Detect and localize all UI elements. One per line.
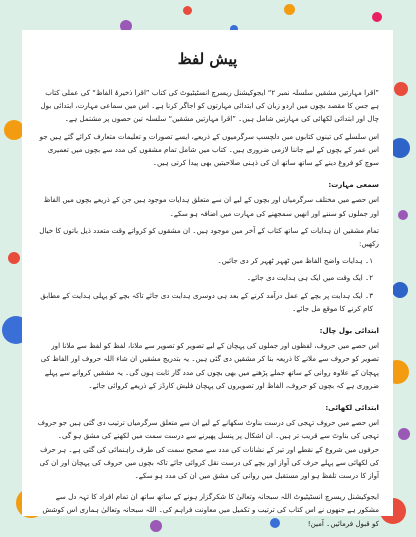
section-heading-speaking: ابتدائی بول چال: (319, 326, 379, 336)
decor-dot (8, 252, 20, 264)
decor-dot (390, 138, 410, 158)
decor-dot (398, 210, 408, 220)
section-heading-writing: ابتدائی لکھائی: (325, 403, 379, 413)
page-title: پیش لفظ (177, 50, 238, 68)
decor-dot (398, 428, 410, 440)
intro-paragraph: اس سلسلے کی تینوں کتابوں میں دلچسپ سرگرمیوں کے ذریعے، ایسے تصورات و تعلیمات متعارف کرائے گئے ہیں جو اس عمر کے بچوں کے لیے جاننا لازمی ضروری ہیں۔ کتاب میں شامل تمام مشقوں کی مدد سے بچوں میں تعمیری سوچ کو فروغ دینے کے ساتھ ساتھ ان کی ذہنی صلاحیتیں بھی پیدا کرتی ہیں۔ (39, 131, 379, 168)
decor-dot (284, 4, 295, 15)
list-item: ۳۔ ایک ہدایت پر بچے کے عمل درآمد کرنے کے بعد ہی دوسری ہدایت دی جائے تاکہ بچے کو پہلی ہدایت کے مطابق کام کرنے کا موقع مل جائے۔ (40, 290, 373, 313)
intro-paragraph: ”اقرا مہارتیں مشقیں سلسلہ نمبر ۲“ ایجوکیشنل ریسرچ انسٹیٹیوٹ کی کتاب ”اقرا ذخیرۂ الفاظ“ کی عملی کتاب ہے جس کا مقصد بچوں میں اردو زبان کی ابتدائی مہارتوں کو اجاگر کرنا ہے۔ اس میں سماعی مہارت، ابتدائی بول چال اور ابتدائی لکھائی کی مہارتیں شامل ہیں۔ ”اقرا مہارتیں مشقیں“ سلسلہ تین حصوں پر مشتمل ہے۔ (40, 88, 379, 124)
decor-dot (394, 82, 408, 96)
decor-dot (183, 6, 192, 15)
section-paragraph: اس حصے میں حروف، لفظوں اور جملوں کی پہچان کے لیے تصویر کو تصویر سے ملانا، لفظ کو لفظ سے ملانا اور تصویر کو حروف سے ملانے کا ذریعہ بنا کر مشقیں دی گئی ہیں۔ یہ بتدریج مشقیں ان شاء اللہ حروف اور الفاظ کی پہچان کے علاوہ روانی کے ساتھ جملے پڑھنے میں بھی بچوں کی مدد گار ثابت ہوں گی۔ یہ مشقیں کروانے سے پہلے ضروری ہے کہ بچوں کو حروف، الفاظ اور تصویروں کی پہچان فلیش کارڈز کے ذریعے کروائی جائے۔ (40, 341, 379, 390)
list-item: ۲۔ ایک وقت میں ایک ہی ہدایت دی جائے۔ (246, 273, 373, 283)
section-paragraph: تمام مشقیں ان ہدایات کے ساتھ کتاب کے آخر میں موجود ہیں۔ ان مشقوں کو کرواتے وقت متعدد ذیل باتوں کا خیال رکھیں: (39, 225, 379, 249)
section-paragraph: اس حصے میں مختلف سرگرمیاں اور بچوں کے لیے ان سے متعلق ہدایات موجود ہیں جن کے ذریعے بچوں میں الفاظ اور جملوں کو سننے اور انھیں سمجھنے کی مہارت میں اضافہ ہو سکے۔ (43, 195, 379, 218)
closing-paragraph: ایجوکیشنل ریسرچ انسٹیٹیوٹ اللہ سبحانہ وتعالیٰ کا شکرگزار ہونے کے ساتھ ساتھ ان تمام افراد کا تہہ دل سے مشکور ہے جنھوں نے اس کتاب کی ترتیب و تکمیل میں معاونت فراہم کی۔ اللہ سبحانہ وتعالیٰ ہماری اس کوشش کو قبول فرمائیں۔ آمین! (42, 492, 379, 528)
list-item: ۱۔ ہدایات واضح الفاظ میں ٹھہر ٹھہر کر دی جائیں۔ (217, 256, 373, 266)
section-paragraph: اس حصے میں حروف تہجی کی درست بناوٹ سکھانے کے لیے ان سے متعلق سرگرمیاں ترتیب دی گئی ہیں جو حروف تہجی کی بناوٹ سے قریب تر ہیں۔ ان اشکال پر پنسل پھیرنے سے درست سمت میں لکھنے کی مشق ہو گی۔ حرفوں میں شروع کے نقطے اور تیر کے نشانات کی مدد سے صحیح سمت کی طرف راہنمائی کی گئی ہے۔ ہر حرف کی لکھائی سے پہلے حرف کی آواز اور بچے کی درست نقل کروائی جائے تاکہ بچوں میں حروف کی پہچان اور ان کی آواز کا درست تلفظ ہو اور مستقبل میں روانی کی مشق میں ان کی مدد ہو سکے۔ (37, 418, 379, 481)
decor-dot (392, 282, 408, 298)
decor-dot (4, 120, 24, 140)
document-page (22, 30, 393, 528)
decor-dot (372, 12, 382, 22)
section-heading-listening: سمعی مہارت: (328, 180, 379, 190)
